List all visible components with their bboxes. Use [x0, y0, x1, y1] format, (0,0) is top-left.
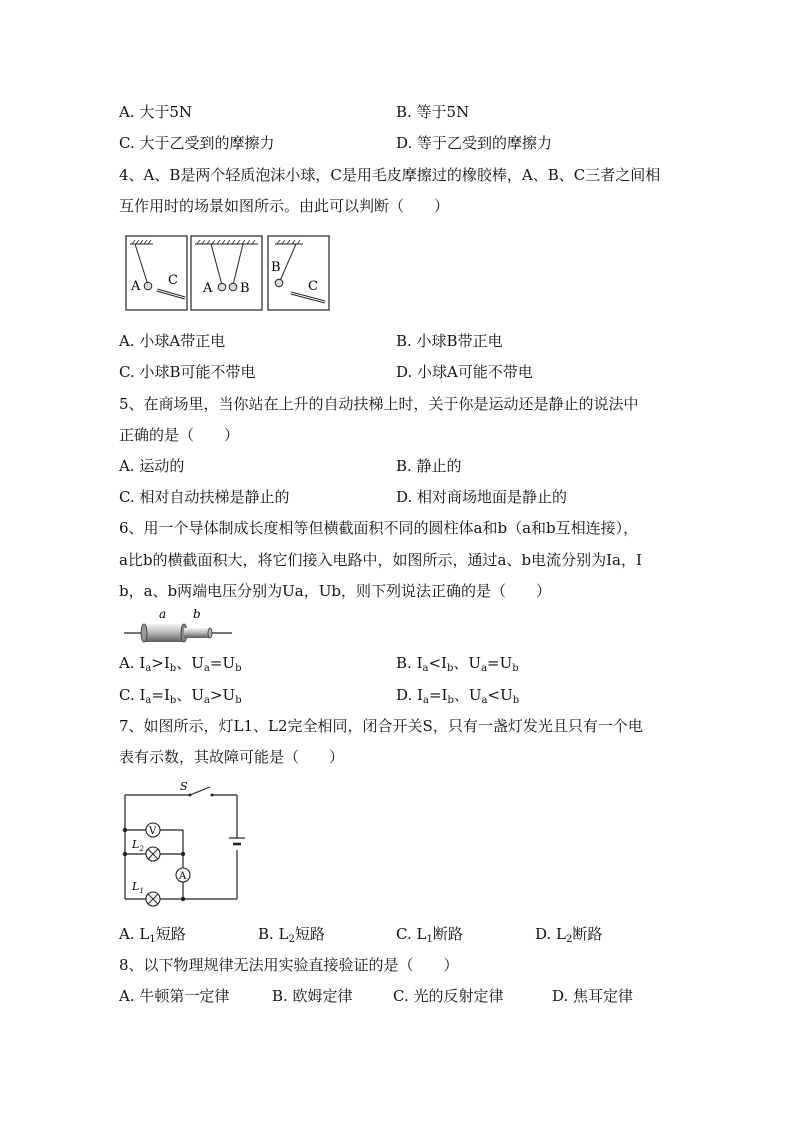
q4-fig-label-c3: C — [308, 279, 318, 294]
q7-option-b: B. $L_2$短路 — [258, 925, 325, 945]
q7-option-c: C. $L_1$断路 — [396, 925, 463, 945]
q5-option-a: A. 运动的 — [119, 457, 185, 475]
q6-stem-line1: 6、用一个导体制成长度相等但横截面积不同的圆柱体a和b（a和b互相连接）， — [119, 519, 639, 537]
q6-figure-conductors — [122, 606, 234, 648]
q5-stem-line1: 5、在商场里，当你站在上升的自动扶梯上时，关于你是运动还是静止的说法中 — [119, 395, 639, 413]
q7-lamp2-label: $L_2$ — [132, 838, 144, 853]
q6-fig-label-b: b — [193, 607, 201, 621]
q4-option-a: A. 小球A带正电 — [119, 332, 226, 350]
q8-option-b: B. 欧姆定律 — [272, 987, 353, 1005]
q5-option-b: B. 静止的 — [396, 457, 462, 475]
q6-option-c: C. $I_a=I_b$、$U_a>U_b$ — [119, 686, 242, 706]
q7-switch-label: S — [180, 780, 188, 793]
q8-option-c: C. 光的反射定律 — [393, 987, 504, 1005]
q6-stem-line3: b，a、b两端电压分别为Ua，Ub，则下列说法正确的是（ ） — [119, 582, 551, 600]
q7-stem-line2: 表有示数，其故障可能是（ ） — [119, 748, 345, 766]
q7-option-d: D. $L_2$断路 — [535, 925, 603, 945]
q5-option-c: C. 相对自动扶梯是静止的 — [119, 488, 290, 506]
q6-stem-line2: a比b的横截面积大，将它们接入电路中，如图所示，通过a、b电流分别为Ia，I — [119, 551, 642, 569]
q4-option-d: D. 小球A可能不带电 — [396, 363, 533, 381]
q5-stem-line2: 正确的是（ ） — [119, 426, 240, 444]
q4-option-b: B. 小球B带正电 — [396, 332, 503, 350]
q7-ammeter-label: A — [179, 871, 187, 882]
q4-option-c: C. 小球B可能不带电 — [119, 363, 256, 381]
q6-option-d: D. $I_a=I_b$、$U_a<U_b$ — [396, 686, 520, 706]
q4-fig-label-a1: A — [131, 279, 141, 294]
q3-option-d: D. 等于乙受到的摩擦力 — [396, 134, 553, 152]
q8-stem: 8、以下物理规律无法用实验直接验证的是（ ） — [119, 956, 459, 974]
q5-option-d: D. 相对商场地面是静止的 — [396, 488, 568, 506]
q3-option-b: B. 等于5N — [396, 103, 470, 121]
q6-option-b: B. $I_a<I_b$、$U_a=U_b$ — [396, 654, 519, 674]
q6-option-a: A. $I_a>I_b$、$U_a=U_b$ — [119, 654, 242, 674]
q7-stem-line1: 7、如图所示，灯L1、L2完全相同，闭合开关S，只有一盏灯发光且只有一个电 — [119, 717, 643, 735]
q7-voltmeter-label: V — [149, 826, 157, 837]
q7-option-a: A. $L_1$短路 — [119, 925, 186, 945]
q4-figure-charged-balls — [125, 235, 330, 313]
q4-stem-line1: 4、A、B是两个轻质泡沫小球，C是用毛皮摩擦过的橡胶棒，A、B、C三者之间相 — [119, 166, 661, 184]
q4-fig-label-c1: C — [168, 273, 178, 288]
q4-fig-label-a2: A — [203, 281, 213, 296]
q4-stem-line2: 互作用时的场景如图所示。由此可以判断（ ） — [119, 197, 450, 215]
q8-option-a: A. 牛顿第一定律 — [119, 987, 230, 1005]
q7-lamp1-label: $L_1$ — [132, 880, 144, 895]
q7-figure-circuit — [118, 778, 248, 910]
q8-option-d: D. 焦耳定律 — [552, 987, 634, 1005]
q4-fig-label-b2: B — [240, 281, 250, 296]
q3-option-a: A. 大于5N — [119, 103, 193, 121]
q3-option-c: C. 大于乙受到的摩擦力 — [119, 134, 275, 152]
q6-fig-label-a: a — [159, 607, 167, 621]
q4-fig-label-b3: B — [271, 260, 281, 275]
